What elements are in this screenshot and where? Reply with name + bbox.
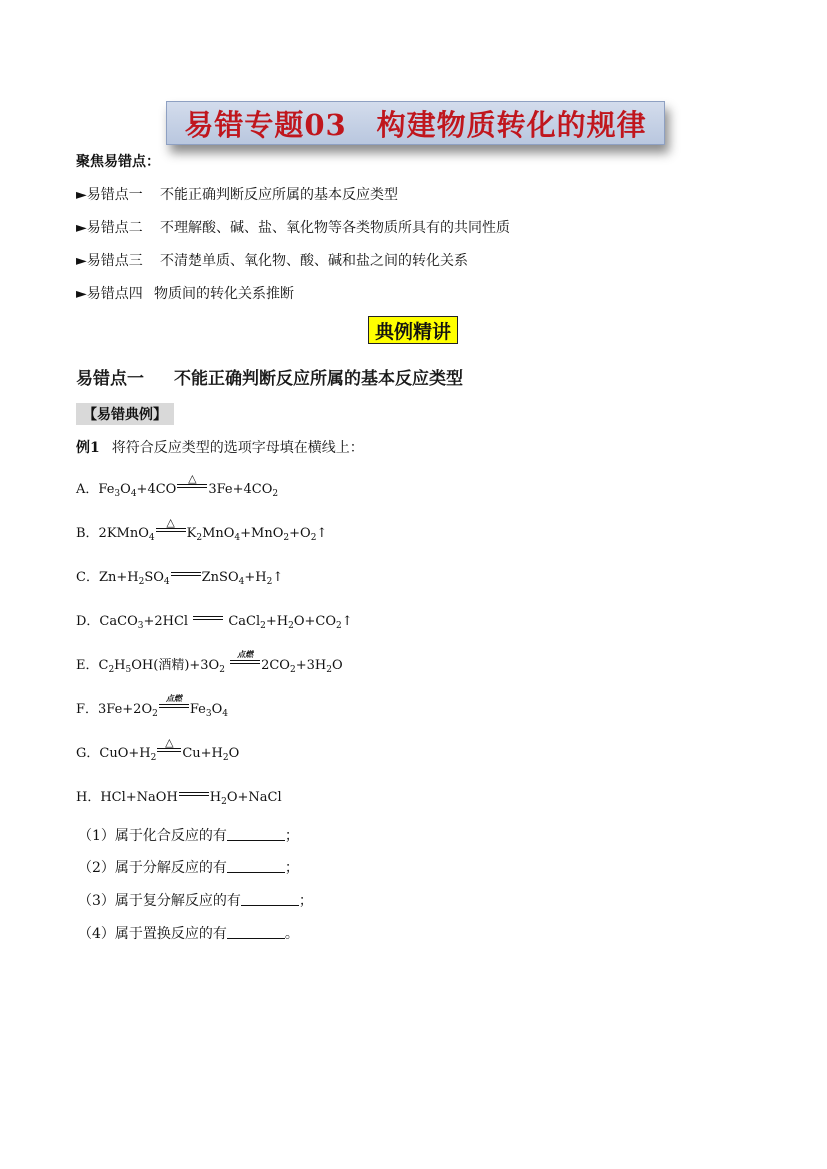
equation-option-h: H．HCl+NaOH $H_2O+NaCl$ bbox=[76, 790, 282, 807]
answer-blank[interactable] bbox=[227, 860, 285, 873]
focus-item-label: ►易错点一 bbox=[76, 187, 143, 203]
focus-item bbox=[76, 217, 510, 237]
heat-condition bbox=[156, 516, 186, 536]
focus-item bbox=[76, 283, 294, 303]
example-label: 例1 bbox=[76, 440, 100, 456]
question-punct: ； bbox=[284, 860, 299, 876]
question-item bbox=[78, 857, 299, 877]
equation-option-b: B．2KMnO$_4$ △ $K_2MnO_4+MnO_2+O_2↑$ bbox=[76, 516, 328, 543]
question-punct: ； bbox=[298, 893, 313, 909]
equals-sign bbox=[171, 570, 201, 580]
question-text: （4）属于置换反应的有 bbox=[78, 926, 227, 942]
equation-option-a: A．$Fe_3O_4+4CO$ △ $3Fe+4CO_2$ bbox=[76, 472, 279, 499]
ignite-label: 点燃 bbox=[237, 650, 254, 659]
example-section-label: 典例精讲 bbox=[374, 320, 451, 343]
heat-symbol: △ bbox=[166, 516, 175, 529]
focus-item-label: ►易错点四 bbox=[76, 286, 143, 302]
section-title bbox=[76, 364, 463, 389]
focus-item-label: ►易错点二 bbox=[76, 220, 143, 236]
question-punct: 。 bbox=[284, 926, 299, 942]
focus-item-label: ►易错点三 bbox=[76, 253, 143, 269]
question-item bbox=[78, 890, 313, 910]
focus-heading: 聚焦易错点： bbox=[76, 154, 160, 170]
heat-symbol: △ bbox=[188, 472, 197, 485]
ignite-condition bbox=[230, 650, 260, 668]
answer-blank[interactable] bbox=[227, 828, 285, 841]
example-prompt bbox=[76, 437, 364, 457]
answer-blank[interactable] bbox=[227, 926, 285, 939]
answer-blank[interactable] bbox=[241, 893, 299, 906]
heat-condition bbox=[177, 472, 207, 492]
question-text: （3）属于复分解反应的有 bbox=[78, 893, 241, 909]
equals-sign bbox=[179, 790, 209, 800]
question-item bbox=[78, 923, 299, 943]
section-text: 不能正确判断反应所属的基本反应类型 bbox=[174, 369, 463, 389]
focus-item bbox=[76, 250, 468, 270]
ignite-condition bbox=[159, 694, 189, 712]
focus-item-text: 物质间的转化关系推断 bbox=[154, 286, 294, 302]
question-item bbox=[78, 825, 299, 845]
question-text: （1）属于化合反应的有 bbox=[78, 828, 227, 844]
topic-title: 易错专题03 构建物质转化的规律 bbox=[184, 107, 647, 142]
heat-condition bbox=[157, 736, 181, 756]
question-punct: ； bbox=[284, 828, 299, 844]
example-prompt-text: 将符合反应类型的选项字母填在横线上： bbox=[111, 440, 364, 456]
focus-item-text: 不理解酸、碱、盐、氧化物等各类物质所具有的共同性质 bbox=[160, 220, 510, 236]
equation-option-c: C．$Zn+H_2SO_4$ $ZnSO_4+H_2↑$ bbox=[76, 570, 284, 587]
section-label: 易错点一 bbox=[76, 369, 144, 389]
equals-sign bbox=[193, 614, 223, 624]
equation-option-g: G．$CuO+H_2$ △ $Cu+H_2O$ bbox=[76, 736, 240, 763]
ignite-label: 点燃 bbox=[165, 694, 182, 703]
equation-option-e: E．$C_2H_5OH$(酒精)$+3O_2$ 点燃 $2CO_2+3H_2O$ bbox=[76, 650, 343, 675]
topic-title-banner bbox=[166, 101, 665, 145]
example-section-banner bbox=[368, 316, 458, 344]
example-tag-label: 【易错典例】 bbox=[83, 407, 167, 423]
heat-symbol: △ bbox=[165, 736, 174, 749]
equation-option-f: F．$3Fe+2O_2$ 点燃 $Fe_3O_4$ bbox=[76, 694, 229, 719]
equation-option-d: D．CaCO$_3$+2HCl $CaCl_2+H_2O+CO_2↑$ bbox=[76, 614, 353, 631]
focus-item-text: 不能正确判断反应所属的基本反应类型 bbox=[160, 187, 398, 203]
example-tag bbox=[76, 403, 174, 425]
question-text: （2）属于分解反应的有 bbox=[78, 860, 227, 876]
focus-item-text: 不清楚单质、氧化物、酸、碱和盐之间的转化关系 bbox=[160, 253, 468, 269]
focus-item bbox=[76, 184, 398, 204]
